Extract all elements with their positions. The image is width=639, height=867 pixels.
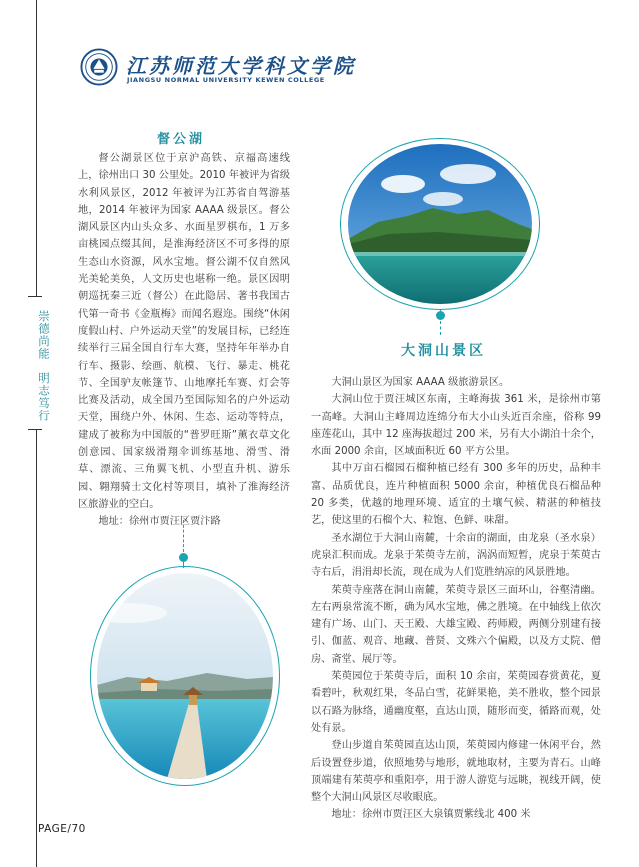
section2-paragraph-4: 圣水湖位于大洞山南麓，十余亩的湖面，由龙泉（圣水泉）虎泉汇积而成。龙泉于茱萸寺左前，涡涡而短暂，虎泉于茱萸古寺右后，涓涓却长流，现在成为人们览胜纳凉的风景胜地。 <box>311 532 601 579</box>
section1-address: 地址：徐州市贾汪区贾汴路 <box>98 516 221 528</box>
side-motto-2: 明志笃行 <box>37 372 51 422</box>
section2-body <box>311 374 601 824</box>
page-number: PAGE/70 <box>38 823 86 835</box>
section2-paragraph-2: 大洞山位于贾汪城区东南，主峰海拔 361 米，是徐州市第一高峰。大洞山主峰周边连绵分布大小山头近百余座，俗称 99 座莲花山，其中 12 座海拔超过 200 米，另有大小湖泊十余个，水面 2000 余亩，区域面积近 60 平方公里。 <box>311 394 601 458</box>
connector-dot-upper <box>436 311 445 320</box>
section2-paragraph-5: 茱萸寺座落在洞山南麓，茱萸寺景区三面环山，谷壑清幽。左右两泉常流不断，确为风水宝地，佛之胜境。在中轴线上依次建有广场、山门、天王殿、大雄宝殿、药师殿，两侧分别建有接引、伽蓝、观音、地藏、普贤、文殊六个偏殿，以及方丈院、僧房、斋堂、展厅等。 <box>311 584 601 665</box>
section1-paragraph-1: 督公湖景区位于京沪高铁、京福高速线上，徐州出口 30 公里处。2010 年被评为省级水利风景区，2012 年被评为江苏省自驾游基地，2014 年被评为国家 AAAA 级景区。督公湖风景区内山头众多、水面星罗棋布，1 万多亩桃园点缀其间，是淮海经济区不可多得的原生态山水资源，风水宝地。督公湖不仅自然风光美轮美奂，人文历史也堪称一绝。景区因明朝巡抚秦三近（督公）在此隐居、著书我国古代第一奇书《金瓶梅》而闻名遐迩。围绕“休闲度假山村、户外运动天堂”的发展目标，已经连续举行三届全国自行车大赛，坚持年年举办自行车、摄影、绘画、航模、飞行、暴走、桃花节、全国驴友帐篷节、山地摩托车赛、灯会等比赛及活动，成全国乃至国际知名的户外运动天堂，围绕户外、休闲、生态、运动等特点，建成了被称为中国版的“普罗旺斯”薰衣草文化创意园、国家级滑翔伞训练基地、滑雪、滑草、漂流、三角翼飞机、小型直升机、游乐园、翱翔骑士文化村等项目，填补了淮海经济区旅游业的空白。 <box>78 153 290 510</box>
side-motto-1: 崇德尚能 <box>37 310 51 360</box>
photo-dadongshan-landscape <box>348 144 532 304</box>
school-name-cn: 江苏师范大学科文学院 <box>126 54 356 78</box>
section2-paragraph-7: 登山步道自茱萸园直达山顶，茱萸园内修建一休闲平台，然后设置登步道，依照地势与地形，就地取材，主要为青石。山峰顶端建有茱萸亭和重阳亭，用于游人游览与远眺，视线开阔，使整个大洞山风景区尽收眼底。 <box>311 740 601 804</box>
connector-dot-lower <box>179 553 188 562</box>
connector-dash-lower <box>183 520 184 552</box>
connector-dash-upper <box>440 321 441 335</box>
photo-dugonghu-lake <box>97 573 273 779</box>
section1-title: 督公湖 <box>157 132 206 147</box>
section2-paragraph-3: 其中万亩石榴园石榴种植已经有 300 多年的历史，品种丰富、品质优良，连片种植面积 5000 余亩，种植优良石榴品种 20 多类，优越的地理环境、适宜的土壤气候、精湛的种植技艺，使这里的石榴个大、粒饱、色鲜、味甜。 <box>311 463 601 527</box>
left-rule-tick-top <box>28 296 42 297</box>
left-rule-tick-bottom <box>28 429 42 430</box>
school-name-en: JIANGSU NORMAL UNIVERSITY KEWEN COLLEGE <box>127 76 325 84</box>
section1-body <box>78 150 290 531</box>
section2-title: 大洞山景区 <box>401 343 486 359</box>
side-motto <box>36 310 50 422</box>
section2-paragraph-6: 茱萸园位于茱萸寺后，面积 10 余亩，茱萸园春赏黄花，夏看碧叶，秋观红果，冬品白雪，花鲜果艳，美不胜收，整个园景以石路为脉络，通幽度壑，直达山顶，随形而变，循路而观，处处有景。 <box>311 671 601 734</box>
left-rule-bottom <box>36 429 37 867</box>
section2-paragraph-1: 大洞山景区为国家 AAAA 级旅游景区。 <box>331 377 510 388</box>
school-emblem-icon <box>80 48 118 86</box>
left-rule-top <box>36 0 37 296</box>
section2-address: 地址：徐州市贾汪区大泉镇贾紫线北 400 米 <box>331 809 531 821</box>
